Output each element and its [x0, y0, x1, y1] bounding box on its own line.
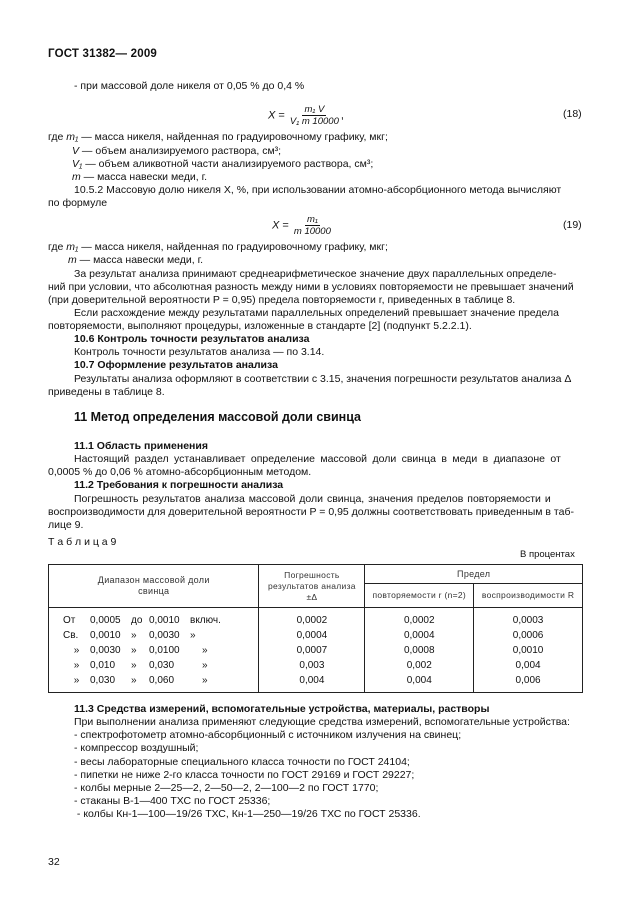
- table-cell-repeat: 0,0008: [365, 643, 474, 658]
- list-item: - весы лабораторные специального класса точности по ГОСТ 24104;: [74, 756, 410, 768]
- where-18-line-2: V — объем анализируемого раствора, см³;: [72, 145, 282, 157]
- list-item: - колбы мерные 2—25—2, 2—50—2, 2—100—2 по ГОСТ 1770;: [74, 782, 379, 794]
- para-result-line-2: ний при условии, что абсолютная разность между ними в условиях повторяемости не превышает значений: [48, 281, 574, 293]
- table-9-header-error: Погрешность результатов анализа ±Δ: [259, 565, 365, 608]
- nickel-range-line: - при массовой доле никеля от 0,05 % до 0,4 %: [74, 80, 305, 92]
- table-cell-reprod: 0,004: [474, 658, 583, 673]
- para-11-2-line-1: Погрешность результатов анализа массовой доли свинца, значения пределов повторяемости и: [74, 493, 551, 505]
- where-19-line-1: где m₁ — масса никеля, найденная по градуировочному графику, мкг;: [48, 241, 388, 253]
- table-row: [49, 673, 583, 693]
- table-cell-reprod: 0,0003: [474, 608, 583, 629]
- table-cell-repeat: 0,004: [365, 673, 474, 693]
- formula-18-eq: =: [278, 109, 285, 122]
- para-10-5-2-line-2: по формуле: [48, 197, 108, 209]
- formula-19-number: (19): [563, 219, 582, 231]
- para-11-1-line-2: 0,0005 % до 0,06 % атомно-абсорбционным методом.: [48, 466, 312, 478]
- table-cell-repeat: 0,0002: [365, 608, 474, 629]
- where-18-line-1: где m₁ — масса никеля, найденная по градуировочному графику, мкг;: [48, 131, 388, 143]
- table-cell-error: 0,0002: [259, 608, 365, 629]
- table-9: [48, 564, 583, 693]
- table-cell-error: 0,0007: [259, 643, 365, 658]
- table-9-header-range: Диапазон массовой доли свинца: [49, 565, 259, 608]
- formula-18-fraction: [288, 104, 341, 127]
- para-10-5-2-line-1: 10.5.2 Массовую долю никеля X, %, при использовании атомно-абсорбционного метода вычисляют: [74, 184, 562, 196]
- table-cell-range: От 0,0005 до 0,0010 включ.: [49, 608, 259, 629]
- heading-10-7: 10.7 Оформление результатов анализа: [74, 359, 278, 371]
- para-11-2-line-3: лице 9.: [48, 519, 84, 531]
- table-cell-repeat: 0,002: [365, 658, 474, 673]
- page-number: 32: [48, 856, 60, 868]
- table-row: [49, 608, 583, 629]
- table-cell-error: 0,0004: [259, 628, 365, 643]
- formula-19-numerator: m₁: [306, 214, 318, 225]
- table-cell-reprod: 0,0010: [474, 643, 583, 658]
- formula-18-denominator: V₁ m 10000: [289, 116, 339, 127]
- para-11-2-line-2: воспроизводимости для доверительной вероятности P = 0,95 должны соответствовать приведенным в таб-: [48, 506, 574, 518]
- para-discrepancy-line-2: повторяемости, выполняют процедуры, изложенные в стандарте [2] (подпункт 5.2.2.1).: [48, 320, 472, 332]
- table-9-header-repeat: повторяемости r (n=2): [365, 584, 474, 608]
- formula-18-lhs: X: [268, 109, 276, 122]
- para-10-7-line-2: приведены в таблице 8.: [48, 386, 165, 398]
- table-cell-range: Св. 0,0010 » 0,0030 »: [49, 628, 259, 643]
- where-19-line-2: m — масса навески меди, г.: [68, 254, 204, 266]
- list-item: - колбы Кн-1—100—19/26 ТХС, Кн-1—250—19/26 ТХС по ГОСТ 25336.: [74, 808, 421, 820]
- where-18-line-3: V₁ — объем аликвотной части анализируемого раствора, см³;: [72, 158, 374, 170]
- table-9-units: В процентах: [520, 549, 575, 560]
- table-cell-range: » 0,010 » 0,030 »: [49, 658, 259, 673]
- table-cell-reprod: 0,0006: [474, 628, 583, 643]
- list-item: - спектрофотометр атомно-абсорбционный с источником излучения на свинец;: [74, 729, 462, 741]
- heading-11-2: 11.2 Требования к погрешности анализа: [74, 479, 284, 491]
- section-11-title: 11 Метод определения массовой доли свинца: [74, 410, 362, 424]
- formula-19-eq: =: [282, 219, 289, 232]
- table-9-header-reprod: воспроизводимости R: [474, 584, 583, 608]
- formula-19: [272, 214, 333, 237]
- formula-18: [268, 104, 344, 127]
- table-cell-error: 0,004: [259, 673, 365, 693]
- formula-19-lhs: X: [272, 219, 280, 232]
- table-cell-repeat: 0,0004: [365, 628, 474, 643]
- list-item: - компрессор воздушный;: [74, 742, 199, 754]
- table-cell-range: » 0,030 » 0,060 »: [49, 673, 259, 693]
- formula-18-comma: ,: [340, 109, 344, 122]
- para-11-1-line-1: Настоящий раздел устанавливает определение массовой доли свинца в меди в диапазоне от: [74, 453, 561, 465]
- formula-19-denominator: m 10000: [293, 226, 331, 237]
- formula-18-number: (18): [563, 108, 582, 120]
- para-discrepancy-line-1: Если расхождение между результатами параллельных определений превышает значение предела: [74, 307, 559, 319]
- where-18-line-4: m — масса навески меди, г.: [72, 171, 208, 183]
- para-10-7-line-1: Результаты анализа оформляют в соответствии с 3.15, значения погрешности результатов анализа Δ: [74, 373, 572, 385]
- list-item: - стаканы В-1—400 ТХС по ГОСТ 25336;: [74, 795, 271, 807]
- heading-11-3: 11.3 Средства измерений, вспомогательные устройства, материалы, растворы: [74, 703, 490, 715]
- heading-11-1: 11.1 Область применения: [74, 440, 208, 452]
- table-cell-error: 0,003: [259, 658, 365, 673]
- para-result-line-3: (при доверительной вероятности P = 0,95) предела повторяемости r, приведенных в таблице 8.: [48, 294, 516, 306]
- table-row: [49, 643, 583, 658]
- para-11-3-intro: При выполнении анализа применяют следующие средства измерений, вспомогательные устройства:: [74, 716, 570, 728]
- table-cell-range: » 0,0030 » 0,0100 »: [49, 643, 259, 658]
- formula-19-fraction: [292, 214, 333, 237]
- table-9-caption: Т а б л и ц а 9: [48, 536, 117, 548]
- table-row: [49, 628, 583, 643]
- table-row: [49, 658, 583, 673]
- document-header: ГОСТ 31382— 2009: [48, 48, 158, 60]
- table-cell-reprod: 0,006: [474, 673, 583, 693]
- list-item: - пипетки не ниже 2-го класса точности по ГОСТ 29169 и ГОСТ 29227;: [74, 769, 415, 781]
- formula-18-numerator: m₁ V: [304, 104, 325, 115]
- para-result-line-1: За результат анализа принимают среднеарифметическое значение двух параллельных определе-: [74, 268, 557, 280]
- table-9-header-limit: Предел: [365, 565, 583, 584]
- heading-10-6: 10.6 Контроль точности результатов анализа: [74, 333, 310, 345]
- para-10-6: Контроль точности результатов анализа — по 3.14.: [74, 346, 325, 358]
